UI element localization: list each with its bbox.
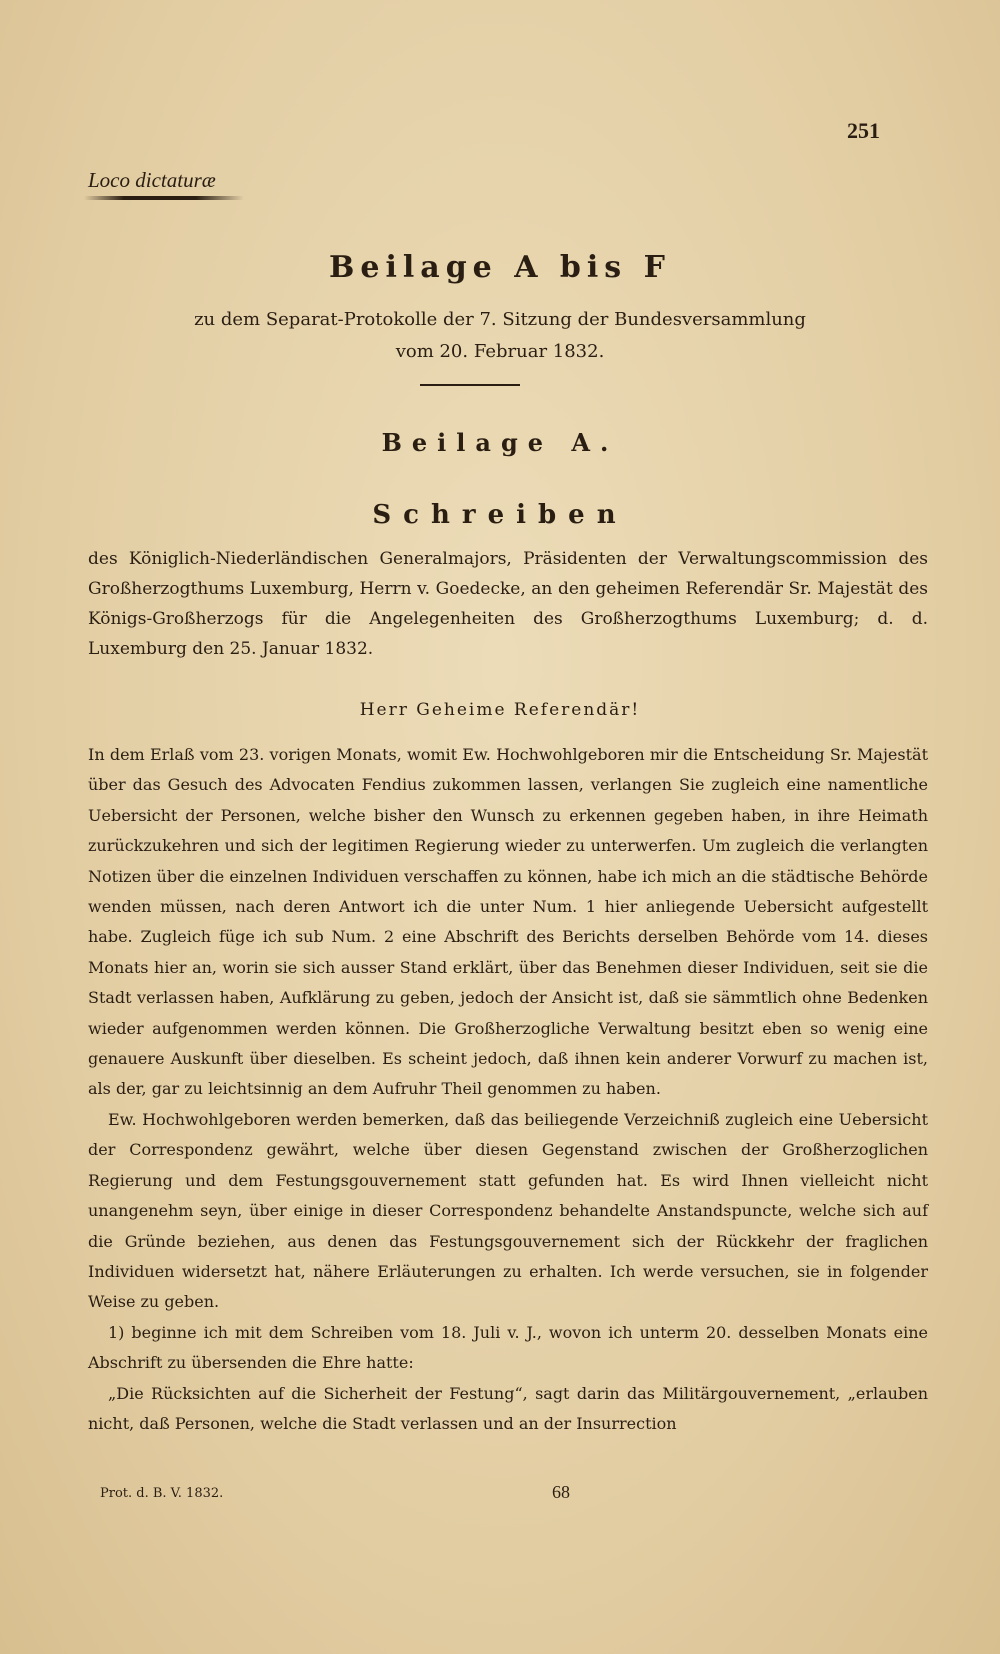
loco-dictaturae-stamp: Loco dictaturæ [88,168,216,192]
paragraph: „Die Rücksichten auf die Sicherheit der Festung“, sagt darin das Militärgouvernement, „erlauben nicht, daß Personen, welche die Stadt verlassen und an der Insurrection [88,1383,928,1433]
paragraph: Ew. Hochwohlgeboren werden bemerken, daß das beiliegende Verzeichniß zugleich eine Uebersicht der Correspondenz gewährt, welche über diesen Gegenstand zwischen der Großherzoglichen Regierung und dem Festungsgouvernement statt gefunden hat. Es wird Ihnen vielleicht nicht unangenehm seyn, über einige in dieser Correspondenz behandelte Anstandspuncte, welche sich auf die Gründe beziehen, aus denen das Festungsgouvernement sich der Rückkehr der fraglichen Individuen widersetzt hat, nähere Erläuterungen zu erhalten. Ich werde versuchen, sie in folgender Weise zu geben. [88,1109,928,1312]
paragraph: 1) beginne ich mit dem Schreiben vom 18. Juli v. J., wovon ich unterm 20. desselben Monats eine Abschrift zu übersenden die Ehre hatte: [88,1322,928,1373]
footer-reference: Prot. d. B. V. 1832. [100,1486,224,1501]
salutation: Herr Geheime Referendär! [359,700,641,720]
section-title: Beilage A. [381,428,619,457]
letter-body [88,740,928,1439]
divider-rule [420,384,520,386]
page-number: 251 [847,118,880,143]
document-title: Schreiben [372,500,628,530]
signature-mark: 68 [552,1482,570,1502]
subtitle-line-1: zu dem Separat-Protokolle der 7. Sitzung der Bundesversammlung [194,309,806,330]
subtitle-line-2: vom 20. Februar 1832. [395,341,605,362]
paragraph: In dem Erlaß vom 23. vorigen Monats, womit Ew. Hochwohlgeboren mir die Entscheidung Sr. Majestät über das Gesuch des Advocaten Fendius zukommen lassen, verlangen Sie zugleich eine namentliche Uebersicht der Personen, welche bisher den Wunsch zu erkennen gegeben haben, in ihre Heimath zurückzukehren und sich der legitimen Regierung wieder zu unterwerfen. Um zugleich die verlangten Notizen über die einzelnen Individuen verschaffen zu können, habe ich mich an die städtische Behörde wenden müssen, nach deren Antwort ich die unter Num. 1 hier anliegende Uebersicht aufgestellt habe. Zugleich füge ich sub Num. 2 eine Abschrift des Berichts derselben Behörde vom 14. dieses Monats hier an, worin sie sich ausser Stand erklärt, über das Benehmen dieser Individuen, seit sie die Stadt verlassen haben, Aufklärung zu geben, jedoch der Ansicht ist, daß sie sämmtlich ohne Bedenken wieder aufgenommen werden können. Die Großherzogliche Verwaltung besitzt eben so wenig eine genauere Auskunft über dieselben. Es scheint jedoch, daß ihnen kein anderer Vorwurf zu machen ist, als der, gar zu leichtsinnig an dem Aufruhr Theil genommen zu haben. [88,745,928,1099]
loco-underline [84,196,244,200]
subtitle [90,304,910,368]
document-description: des Königlich-Niederländischen Generalmajors, Präsidenten der Verwaltungscommission des Großherzogthums Luxemburg, Herrn v. Goedecke, an den geheimen Referendär Sr. Majestät des Königs-Großherzogs für die Angelegenheiten des Großherzogthums Luxemburg; d. d. Luxemburg den 25. Januar 1832. [88,549,928,659]
main-title: Beilage A bis F [329,250,671,285]
